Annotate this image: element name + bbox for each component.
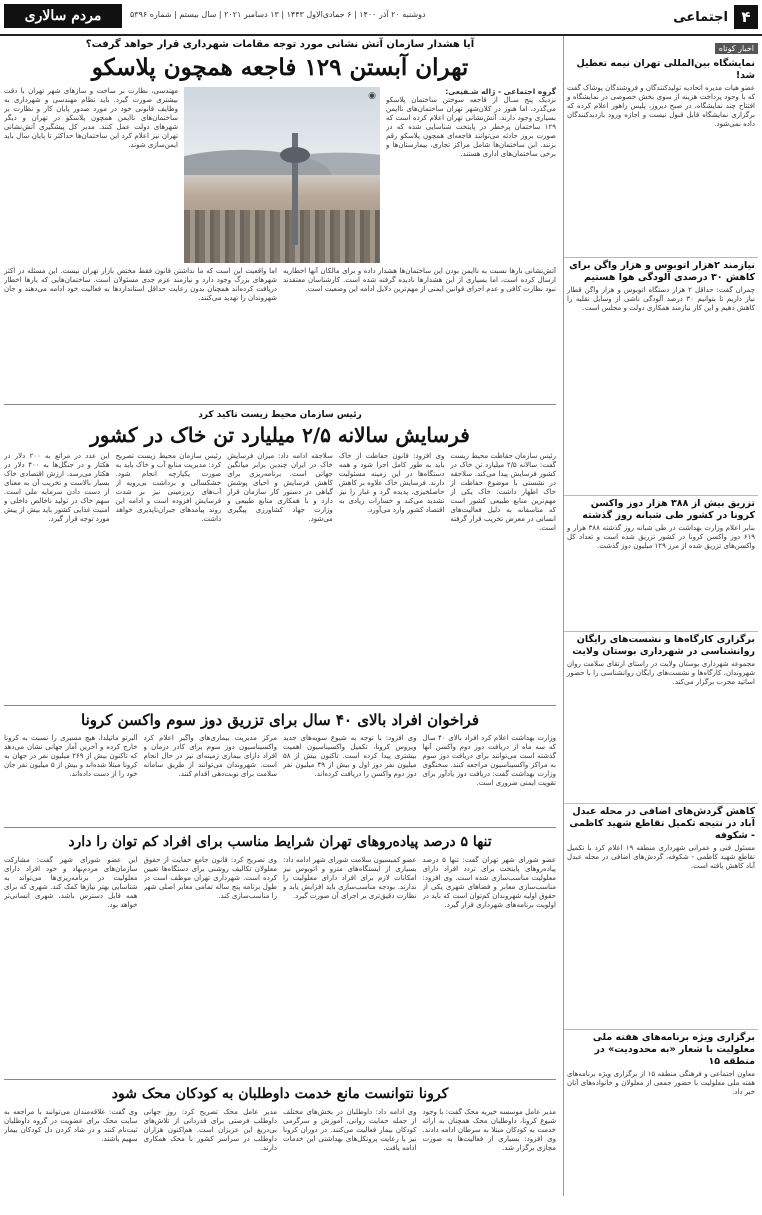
news-brief-title: کاهش گردش‌های اضافی در محله عبدل آباد در نتیجه تکمیل تقاطع شهید کاظمی - شکوفه <box>569 806 755 841</box>
lead-column: اما واقعیت این است که ما نداشتن قانون فقط مختص بازار تهران نیست. این مسئله در اکثر شهرهای بزرگ وجود دارد و نیازمند عزم جدی مسئولان است. ساختمان‌هایی که بارها اخطار دریافت کرده‌اند همچنان بدون رعایت حداقل استانداردها به فعالیت خود ادامه می‌دهند و جان شهروندان را تهدید می‌کنند. <box>4 267 277 302</box>
section-tab <box>673 4 758 30</box>
news-brief <box>564 1030 758 1215</box>
news-brief-title: برگزاری ویژه برنامه‌های هفته ملی معلولیت با شعار «به محدودیت» در منطقه ۱۵ <box>592 1032 755 1067</box>
section-name: اجتماعی <box>673 9 728 25</box>
story2-column: این عدد در مراتع به ۲۰۰ دلار در هکتار و در جنگل‌ها به ۴۰۰ دلار در هکتار می‌رسد. ارزش اقتصادی خاک بسیار بالاست و تخریب آن به معنای از دست دادن سرمایه ملی است. سهم خاک در تولید ناخالص داخلی و امنیت غذایی کشور باید بیش از پیش مورد توجه قرار گیرد. <box>4 452 110 523</box>
news-brief-body: عضو هیات مدیره اتحادیه تولیدکنندگان و فروشندگان پوشاک گفت که با وجود پرداخت هزینه از سوی بخش خصوصی در نمایشگاه و افتتاح چند نمایشگاه، در صبح دیروز، پلیس راهور اعلام کرده که برگزاری نمایشگاه قابل قبول نیست و اجازه ورود بازدیدکنندگان داده نمی‌شود. <box>567 84 755 128</box>
mahak-volunteers-story <box>4 1083 556 1209</box>
story2-kicker: رئیس سازمان محیط زیست تاکید کرد <box>198 410 362 420</box>
story4-columns <box>4 856 556 1074</box>
news-brief <box>564 496 758 632</box>
sidebar-tag: اخبار کوتاه <box>715 43 758 54</box>
milad-tower-photo <box>184 87 380 263</box>
news-brief-title: نیازمند ۲هزار اتوبوس و هزار واگن برای کاهش ۳۰ درصدی آلودگی هوا هستیم <box>569 260 755 283</box>
lead-column: مهندسی، نظارت بر ساخت و سازهای شهر تهران با دقت بیشتری صورت گیرد. باید نظام مهندسی و شهرداری به وظایف قانونی خود در مورد صدور پایان کار و نظارت بر ساختمان‌های ناایمن همچون پلاسکو در تهران و دیگر شهرهای دولت عمل کنند. مدیر کل پیشگیری آتش‌نشانی تهران نیز اعلام کرد این ساختمان‌ها حداکثر تا پایان سال باید ایمن‌سازی شوند. <box>4 87 178 149</box>
lead-story <box>4 38 556 404</box>
story4-headline: تنها ۵ درصد پیاده‌روهای تهران شرایط مناسب برای افراد کم توان را دارد <box>68 834 492 850</box>
divider <box>4 1079 556 1080</box>
story3-column: آلبرتو ماتیلدا، هیچ مسیری را نسبت به کرونا خارج کرده و آخرین آمار جهانی نشان می‌دهد که تاکنون بیش از ۲۶۹ میلیون نفر در جهان به کرونا مبتلا شده‌اند و بیش از ۵ میلیون نفر جان خود را از دست داده‌اند. <box>4 734 138 778</box>
news-brief-body: بنابر اعلام وزارت بهداشت در طی شبانه روز گذشته ۳۸۸ هزار و ۶۱۹ دوز واکسن کرونا در کشور تزریق شده است و تعداد کل واکسن‌های تزریق شده از مرز ۱۲۹ میلیون دوز گذشت. <box>567 524 755 550</box>
news-brief-title: تزریق بیش از ۳۸۸ هزار دوز واکسن کرونا در کشور طی شبانه روز گذشته <box>582 498 755 521</box>
news-brief-body: چمران گفت: حداقل ۲ هزار دستگاه اتوبوس و هزار واگن قطار نیاز داریم تا بتوانیم ۳۰ درصد آلودگی ناشی از وسایل نقلیه را کاهش دهیم و این کار نیازمند همکاری دولت و مجلس است. <box>567 286 755 312</box>
news-brief <box>564 632 758 804</box>
lead-kicker: آیا هشدار سازمان آتش نشانی مورد توجه مقامات شهرداری قرار خواهد گرفت؟ <box>85 39 475 50</box>
lead-bottom-row <box>4 267 556 387</box>
lead-byline: گروه اجتماعی - ژاله شـفیعی: <box>445 87 556 96</box>
news-brief-title: برگزاری کارگاه‌ها و نشست‌های رایگان روانشناسی در شهرداری بوستان ولایت <box>572 634 755 657</box>
page-number: ۴ <box>734 5 758 29</box>
story4-column: عضو شورای شهر تهران گفت: تنها ۵ درصد پیاده‌روهای پایتخت برای تردد افراد دارای معلولیت مناسب‌سازی شده است. وی افزود: مناسب‌سازی معابر و فضاهای شهری یکی از حقوق اولیه شهروندان کم‌توان است که باید در اولویت برنامه‌های شهرداری قرار گیرد. <box>422 856 556 909</box>
story4-column: عضو کمیسیون سلامت شورای شهر ادامه داد: بسیاری از ایستگاه‌های مترو و اتوبوس نیز امکانات لازم برای افراد دارای معلولیت را ندارند. بودجه مناسب‌سازی باید افزایش یابد و نظارت دقیق‌تری بر اجرای آن صورت گیرد. <box>283 856 417 900</box>
newspaper-logo: مردم سالاری <box>4 4 122 28</box>
story5-headline: کرونا نتوانست مانع خدمت داوطلبان به کودکان محک شود <box>111 1086 449 1102</box>
divider <box>4 705 556 706</box>
sidewalk-story <box>4 831 556 1079</box>
story3-column: وزارت بهداشت اعلام کرد افراد بالای ۴۰ سال که سه ماه از دریافت دوز دوم واکسن آنها گذشته است می‌توانند برای دریافت دوز سوم به مراکز واکسیناسیون مراجعه کنند. سخنگوی وزارت بهداشت گفت: دریافت دوز یادآور برای تقویت ایمنی ضروری است. <box>422 734 556 787</box>
story4-column: این عضو شورای شهر گفت: مشارکت سازمان‌های مردم‌نهاد و خود افراد دارای معلولیت در برنامه‌ریزی‌ها می‌تواند به شناسایی بهتر نیازها کمک کند. شهری که برای همه قابل دسترس باشد، شهری انسانی‌تر خواهد بود. <box>4 856 138 909</box>
story2-columns <box>4 452 556 700</box>
lead-column: آتش‌نشانی بارها نسبت به ناایمن بودن این ساختمان‌ها هشدار داده و برای مالکان آنها اخطاریه ارسال کرده است، اما بسیاری از این هشدارها نادیده گرفته شده است. کارشناسان معتقدند نبود نظارت کافی و عدم اجرای قوانین ایمنی از مهم‌ترین دلایل ادامه این وضعیت است. <box>283 267 556 293</box>
story2-headline: فرسایش سالانه ۲/۵ میلیارد تن خاک در کشور <box>90 423 470 447</box>
story3-column: وی افزود: با توجه به شیوع سویه‌های جدید ویروس کرونا، تکمیل واکسیناسیون اهمیت بیشتری پیدا کرده است. تاکنون بیش از ۵۸ میلیون نفر دوز اول و بیش از ۴۹ میلیون نفر دوز دوم واکسن را دریافت کرده‌اند. <box>283 734 417 778</box>
lead-headline: تهران آبستن ۱۲۹ فاجعه همچون پلاسکو <box>91 54 469 81</box>
news-brief-body: معاون اجتماعی و فرهنگی منطقه ۱۵ از برگزاری ویژه برنامه‌های هفته ملی معلولیت با حضور جمعی از معلولان و خانواده‌های آنان خبر داد. <box>567 1070 755 1096</box>
divider <box>4 404 556 405</box>
news-brief <box>564 258 758 496</box>
story2-column: سلاجقه ادامه داد: میزان فرسایش خاک در ایران چندین برابر میانگین جهانی است. برنامه‌ریزی برای کاهش فرسایش و احیای پوشش گیاهی در دستور کار سازمان قرار دارد و با همکاری منابع طبیعی و وزارت جهاد کشاورزی پیگیری می‌شود. <box>227 452 333 523</box>
story5-column: مدیر عامل محک تصریح کرد: روز جهانی داوطلب فرصتی برای قدردانی از تلاش‌های بی‌دریغ این عزیزان است. هم‌اکنون هزاران داوطلب در سراسر کشور با محک همکاری دارند. <box>143 1108 277 1152</box>
story2-column: رئیس سازمان حفاظت محیط زیست گفت: سالانه ۲/۵ میلیارد تن خاک در کشور فرسایش پیدا می‌کند. سلاجقه در نشستی با موضوع حفاظت از خاک اظهار داشت: خاک یکی از مهم‌ترین منابع طبیعی کشور است که متاسفانه به دلیل فعالیت‌های انسانی در معرض تخریب قرار گرفته است. <box>450 452 556 532</box>
masthead <box>0 0 762 36</box>
news-brief-body: مجموعه شهرداری بوستان ولایت در راستای ارتقای سلامت روان شهروندان، کارگاه‌ها و نشست‌های رایگان روانشناسی را با حضور اساتید مجرب برگزار می‌کند. <box>567 660 755 686</box>
news-brief-body: مسئول فنی و عمرانی شهرداری منطقه ۱۹ اعلام کرد با تکمیل تقاطع شهید کاظمی - شکوفه، گردش‌های اضافی در محله عبدل آباد کاهش یافته است. <box>567 844 756 870</box>
divider <box>4 827 556 828</box>
vaccine-story <box>4 709 556 827</box>
story3-headline: فراخوان افراد بالای ۴۰ سال برای تزریق دوز سوم واکسن کرونا <box>81 711 479 729</box>
story2-column: وی افزود: قانون حفاظت از خاک باید به طور کامل اجرا شود و همه دستگاه‌ها در این زمینه مسئولیت دارند. فرسایش خاک علاوه بر کاهش حاصلخیزی، پدیده گرد و غبار را نیز تشدید می‌کند و خسارات زیادی به اقتصاد کشور وارد می‌آورد. <box>338 452 445 514</box>
news-briefs-sidebar <box>563 36 758 1196</box>
story3-column: مرکز مدیریت بیماری‌های واگیر اعلام کرد واکسیناسیون دوز سوم برای کادر درمان و افراد دارای بیماری زمینه‌ای نیز در حال انجام است. شهروندان می‌توانند از طریق سامانه سلامت برای نوبت‌دهی اقدام کنند. <box>143 734 277 778</box>
news-brief <box>564 804 758 1030</box>
story4-column: وی تصریح کرد: قانون جامع حمایت از حقوق معلولان تکالیف روشنی برای دستگاه‌ها تعیین کرده است. شهرداری تهران موظف است در طول برنامه پنج ساله تمامی معابر اصلی شهر را مناسب‌سازی کند. <box>143 856 277 900</box>
story5-column: مدیر عامل موسسه خیریه محک گفت: با وجود شیوع کرونا، داوطلبان محک همچنان به ارائه خدمت به کودکان مبتلا به سرطان ادامه دادند. وی افزود: بسیاری از فعالیت‌ها به صورت مجازی برگزار شد. <box>422 1108 556 1152</box>
story2-column: رئیس سازمان محیط زیست تصریح کرد: مدیریت منابع آب و خاک باید به صورت یکپارچه انجام شود. خشکسالی و برداشت بی‌رویه از آب‌های زیرزمینی نیز بر شدت فرسایش افزوده است و ادامه این روند پیامدهای جبران‌ناپذیری خواهد داشت. <box>115 452 222 523</box>
story5-column: وی گفت: علاقه‌مندان می‌توانند با مراجعه به سایت محک برای عضویت در گروه داوطلبان ثبت‌نام کنند و در شاد کردن دل کودکان بیمار سهیم باشند. <box>4 1108 138 1143</box>
story5-column: وی ادامه داد: داوطلبان در بخش‌های مختلف از جمله حمایت روانی، آموزش و سرگرمی کودکان بیمار فعالیت می‌کنند. در دوران کرونا نیز با رعایت پروتکل‌های بهداشتی این خدمات ادامه یافت. <box>283 1108 417 1152</box>
news-brief-title: نمایشگاه بین‌المللی تهران نیمه تعطیل شد! <box>576 58 755 81</box>
dateline: دوشنبه ۲۰ آذر ۱۴۰۰ | ۶ جمادی‌الاول ۱۴۴۳ | ۱۳ دسامبر ۲۰۲۱ | سال بیستم | شماره ۵۳۹۶ <box>130 10 426 19</box>
news-brief <box>564 56 758 258</box>
lead-top-row <box>4 87 556 263</box>
lead-column: گروه اجتماعی - ژاله شـفیعی: نزدیک پنج سـال از فاجعه سوختن ساختمان پلاسکو می‌گذرد، اما هنوز در کلان‌شهر تهران ساختمان‌های ناایمن بسیاری وجود دارند. آتش‌نشانی تهران اعلام کرده است که ۱۲۹ ساختمان پرخطر در پایتخت شناسایی شده که در صورت بروز حادثه می‌توانند فاجعه‌ای همچون پلاسکو رقم بزنند. این ساختمان‌ها شامل مراکز تجاری، بیمارستان‌ها و برخی ساختمان‌های اداری هستند. <box>386 87 556 158</box>
camera-icon: ◉ <box>368 91 376 101</box>
soil-erosion-story <box>4 409 556 705</box>
story5-columns <box>4 1108 556 1204</box>
main-content <box>4 36 556 1196</box>
story3-columns <box>4 734 556 822</box>
